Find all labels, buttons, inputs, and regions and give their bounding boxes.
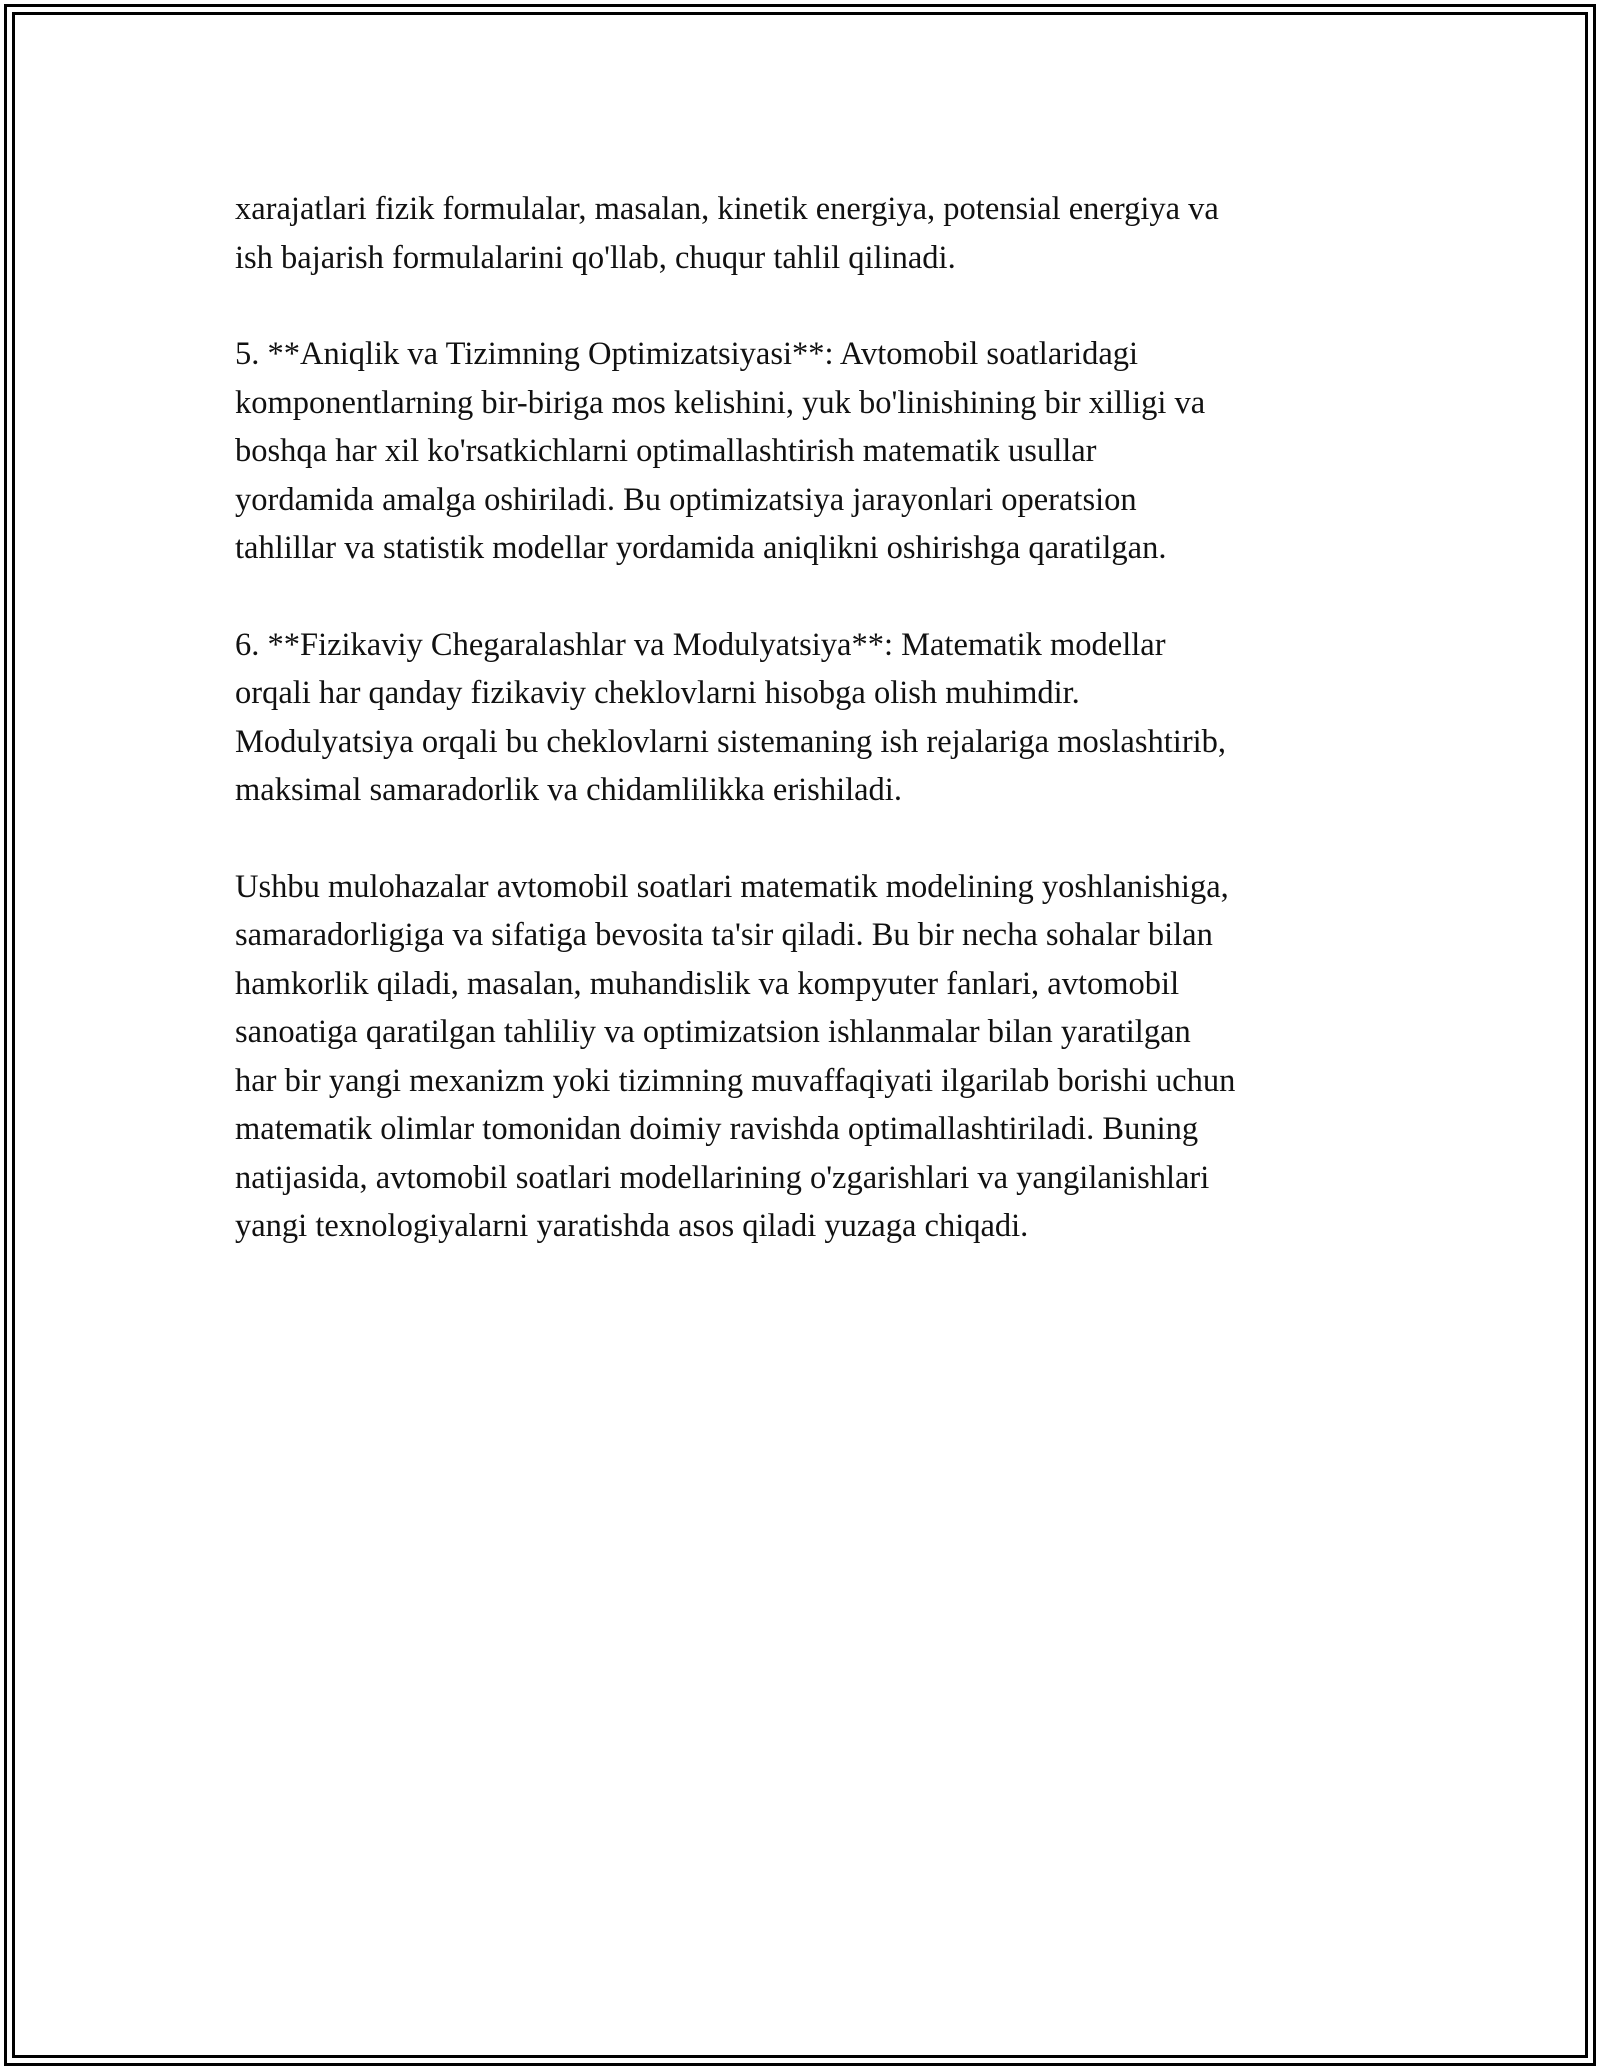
paragraph-continuation: xarajatlari fizik formulalar, masalan, kinetik energiya, potensial energiya va ish bajarish formulalarini qo'llab, chuqur tahlil qilinadi. [235,191,1219,276]
paragraph-conclusion: Ushbu mulohazalar avtomobil soatlari matematik modelining yoshlanishiga, samaradorligiga va sifatiga bevosita ta'sir qiladi. Bu bir necha sohalar bilan hamkorlik qiladi, masalan, muhandislik va kompyuter fanlari, avtomobil sanoatiga qaratilgan tahliliy va optimizatsion ishlanmalar bilan yaratilgan har bir yangi mexanizm yoki tizimning muvaffaqiyati ilgarilab borishi uchun matematik olimlar tomonidan doimiy ravishda optimallashtiriladi. Buning natijasida, avtomobil soatlari modellarining o'zgarishlari va yangilanishlari yangi texnologiyalarni yaratishda asos qiladi yuzaga chiqadi. [235,868,1236,1244]
paragraph-item-6: 6. **Fizikaviy Chegaralashlar va Modulyatsiya**: Matematik modellar orqali har qanday fizikaviy cheklovlarni hisobga olish muhimdir. Modulyatsiya orqali bu cheklovlarni sistemaning ish rejalariga moslashtirib, maksimal samaradorlik va chidamlilikka erishiladi. [235,626,1227,808]
paragraph-item-5: 5. **Aniqlik va Tizimning Optimizatsiyasi**: Avtomobil soatlaridagi komponentlarning bir-biriga mos kelishini, yuk bo'linishining bir xilligi va boshqa har xil ko'rsatkichlarni optimallashtirish matematik usullar yordamida amalga oshiriladi. Bu optimizatsiya jarayonlari operatsion tahlillar va statistik modellar yordamida aniqlikni oshirishga qaratilgan. [235,336,1206,566]
document-body [235,185,1395,1299]
